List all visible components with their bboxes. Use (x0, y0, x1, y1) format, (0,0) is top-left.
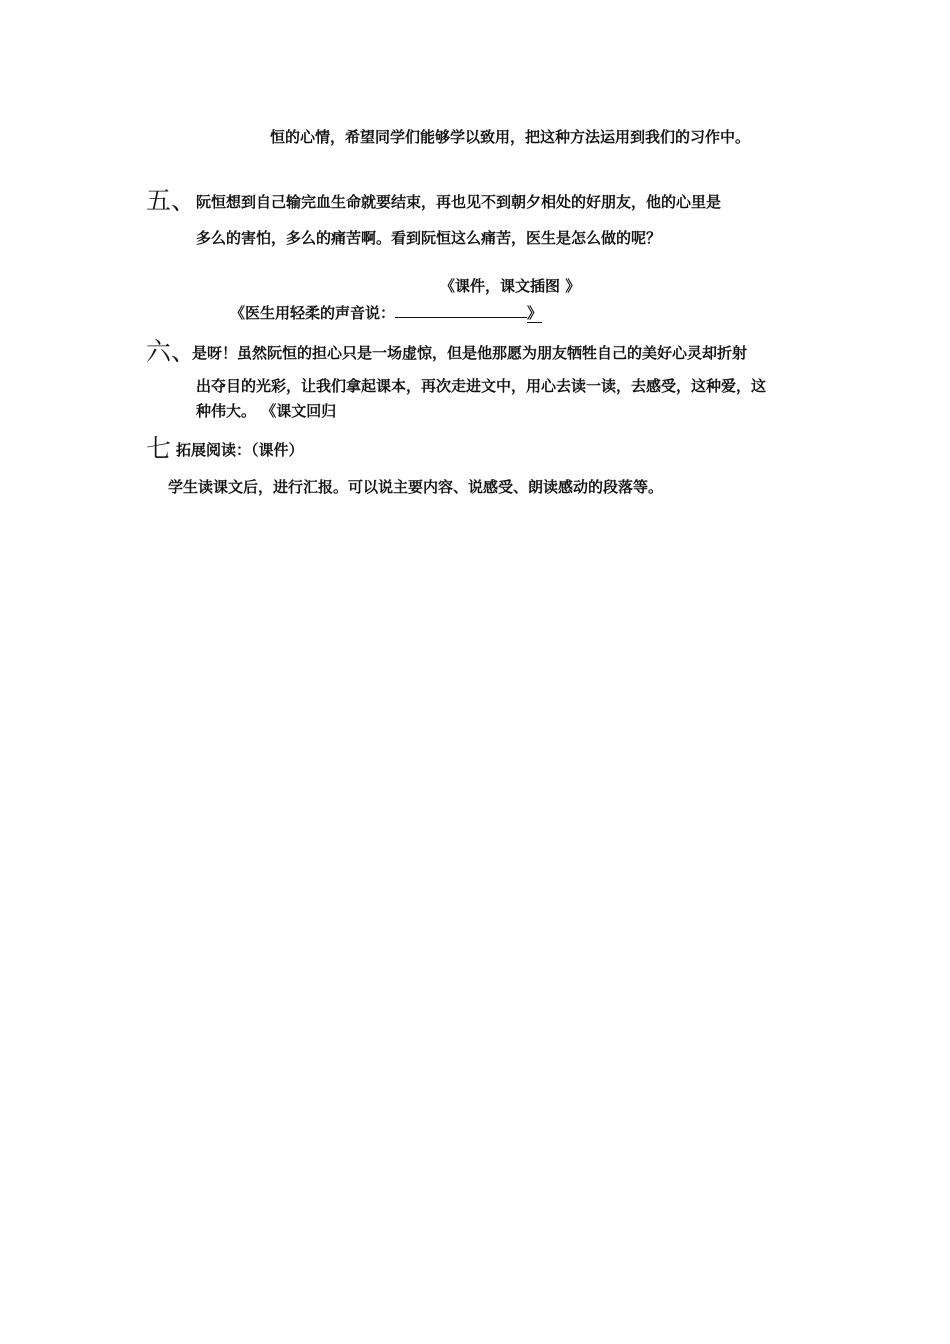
section-five-number: 五、 (146, 186, 197, 215)
section-six-line-1: 是呀！虽然阮恒的担心只是一场虚惊，但是他那愿为朋友牺牲自己的美好心灵却折射 (192, 344, 748, 362)
section-five-line-2: 多么的害怕，多么的痛苦啊。看到阮恒这么痛苦，医生是怎么做的呢？ (196, 229, 662, 247)
continued-text-line: 恒的心情，希望同学们能够学以致用，把这种方法运用到我们的习作中。 (270, 128, 751, 146)
section-seven-body: 学生读课文后，进行汇报。可以说主要内容、说感受、朗读感动的段落等。 (168, 478, 664, 496)
doctor-quote-line (230, 302, 542, 323)
section-seven-number: 七 (146, 434, 172, 463)
section-six-number: 六、 (146, 337, 197, 366)
fill-in-blank (395, 302, 527, 318)
courseware-note: 《课件，课文插图 》 (440, 277, 581, 295)
section-seven-heading: 拓展阅读：（课件） (176, 441, 304, 459)
section-six-line-3: 种伟大。 《课文回归 (196, 402, 337, 420)
section-six-line-2: 出夺目的光彩，让我们拿起课本，再次走进文中，用心去读一读，去感受，这种爱，这 (196, 377, 767, 395)
doctor-quote-prefix: 《医生用轻柔的声音说： (230, 304, 396, 322)
doctor-quote-suffix: 》 (527, 304, 543, 322)
section-five-line-1: 阮恒想到自己输完血生命就要结束，再也见不到朝夕相处的好朋友，他的心里是 (196, 193, 722, 211)
